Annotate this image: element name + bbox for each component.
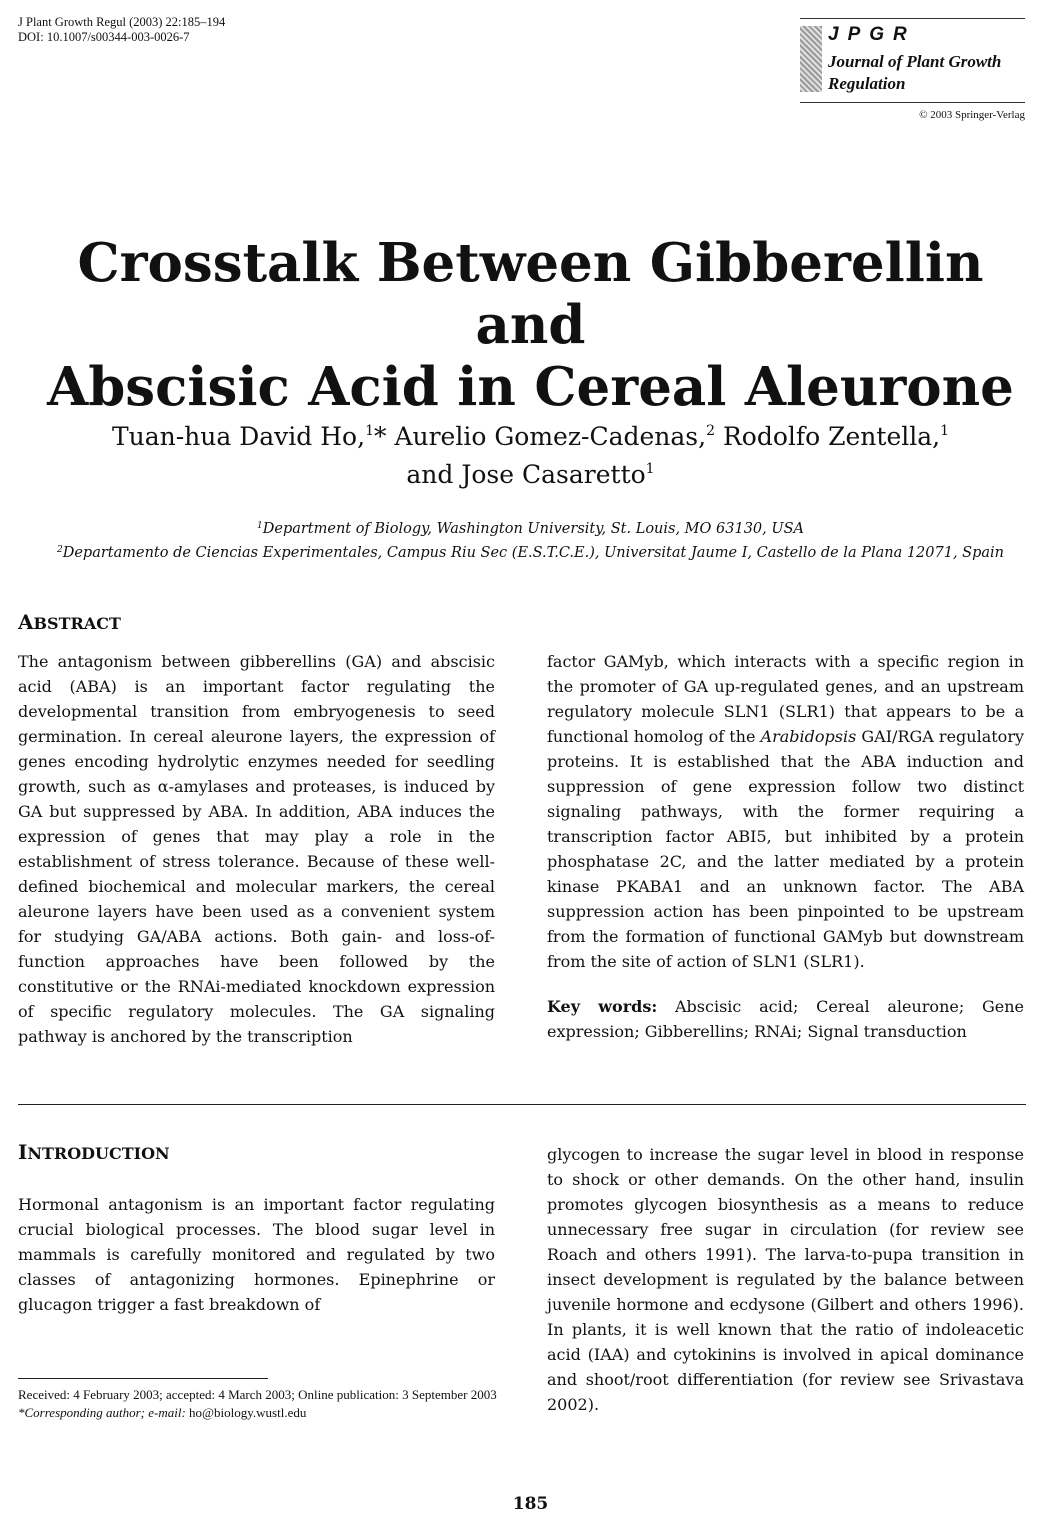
abstract-left-text: The antagonism between gibberellins (GA) and abscisic acid (ABA) is an important factor regulating the developmental transition from embryogenesis to seed germination. In cereal aleurone layers, the expression of genes encoding hydrolytic enzymes needed for seedling growth, such as α-amylases and proteases, is induced by GA but suppressed by ABA. In addition, ABA induces the expression of genes that may play a role in the establishment of stress tolerance. Because of these well-defined biochemical and molecular markers, the cereal aleurone layers have been used as a convenient system for studying GA/ABA actions. Both gain- and loss-of-function approaches have been followed by the constitutive or the RNAi-mediated knockdown expression of specific regulatory molecules. The GA signaling pathway is anchored by the transcription xyxy=(18,652,495,1046)
affiliation-2 xyxy=(10,540,1051,564)
introduction-heading xyxy=(18,1140,170,1164)
author-4: and Jose Casaretto xyxy=(406,460,646,489)
abstract-right-text-b: GAI/RGA regulatory proteins. It is established that the ABA induction and suppression of gene expression follow two distinct signaling pathways, with the former requiring a transcription factor ABI5, but inhibited by a protein phosphatase 2C, and the latter mediated by a protein kinase PKABA1 and an unknown factor. The ABA suppression action has been pinpointed to be upstream from the formation of functional GAMyb but downstream from the site of action of SLN1 (SLR1). xyxy=(547,727,1024,971)
keywords-label: Key words: xyxy=(547,997,658,1016)
footnote-rule xyxy=(18,1378,268,1379)
author-list xyxy=(20,415,1041,491)
introduction-heading-initial: I xyxy=(18,1140,28,1164)
journal-abbrev: JPGR xyxy=(828,24,916,45)
affiliation-1-text: Department of Biology, Washington University, St. Louis, MO 63130, USA xyxy=(262,521,804,537)
journal-rule-top xyxy=(800,18,1025,19)
affiliations xyxy=(10,516,1051,564)
author-3: Rodolfo Zentella, xyxy=(722,422,941,451)
author-2: Aurelio Gomez-Cadenas, xyxy=(394,422,707,451)
abstract-heading-rest: BSTRACT xyxy=(33,614,121,633)
journal-logo-icon xyxy=(800,26,822,92)
author-3-affil: 1 xyxy=(940,423,950,439)
abstract-right-column xyxy=(547,649,1024,1044)
footnote xyxy=(18,1386,498,1422)
masthead xyxy=(18,15,225,45)
title-line2: Abscisic Acid in Cereal Aleurone xyxy=(47,356,1014,418)
journal-rule-bottom xyxy=(800,102,1025,103)
journal-name xyxy=(828,51,1001,95)
paper-title xyxy=(20,232,1041,418)
journal-name-line2: Regulation xyxy=(828,74,906,93)
citation: J Plant Growth Regul (2003) 22:185–194 xyxy=(18,15,226,29)
affiliation-2-sup: 2 xyxy=(56,545,63,555)
affiliation-1-sup: 1 xyxy=(257,521,263,531)
introduction-right-column xyxy=(547,1142,1024,1417)
corresponding-star: * xyxy=(373,422,387,451)
author-1: Tuan-hua David Ho, xyxy=(111,422,366,451)
corresponding-label: *Corresponding author; e-mail: xyxy=(18,1405,186,1420)
abstract-heading-initial: A xyxy=(18,610,34,634)
introduction-left-column xyxy=(18,1192,495,1317)
title-line1: Crosstalk Between Gibberellin and xyxy=(77,232,984,356)
introduction-right-text: glycogen to increase the sugar level in blood in response to shock or other demands. On the other hand, insulin promotes glycogen biosynthesis as a means to reduce unnecessary free sugar in circulation (for review see Roach and others 1991). The larva-to-pupa transition in insect development is regulated by the balance between juvenile hormone and ecdysone (Gilbert and others 1996). In plants, it is well known that the ratio of indoleacetic acid (IAA) and cytokinins is involved in apical dominance and shoot/root differentiation (for review see Srivastava 2002). xyxy=(547,1145,1024,1414)
abstract-right-text-a: factor GAMyb, which interacts with a specific region in the promoter of GA up-regulated genes, and an upstream regulatory molecule SLN1 (SLR1) that appears to be a functional homolog of the xyxy=(547,652,1024,746)
journal-box xyxy=(800,18,1025,121)
keywords xyxy=(547,994,1024,1044)
introduction-heading-rest: NTRODUCTION xyxy=(27,1144,170,1163)
corresponding-author xyxy=(18,1404,498,1422)
received-dates: Received: 4 February 2003; accepted: 4 March 2003; Online publication: 3 September 2003 xyxy=(18,1387,497,1402)
abstract-left-column xyxy=(18,649,495,1049)
abstract-right-text-italic: Arabidopsis xyxy=(760,727,857,746)
keywords-text: Abscisic acid; Cereal aleurone; Gene expression; Gibberellins; RNAi; Signal transduction xyxy=(547,997,1024,1041)
author-1-affil: 1 xyxy=(365,423,374,439)
affiliation-2-text: Departamento de Ciencias Experimentales, Campus Riu Sec (E.S.T.C.E.), Universitat Jaume I, Castello de la Plana 12071, Spain xyxy=(62,545,1005,561)
author-2-affil: 2 xyxy=(706,423,716,439)
doi: DOI: 10.1007/s00344-003-0026-7 xyxy=(18,30,190,44)
page-number: 185 xyxy=(512,1494,549,1514)
journal-copyright: © 2003 Springer-Verlag xyxy=(919,109,1025,121)
abstract-right-text xyxy=(547,649,1024,974)
corresponding-email: ho@biology.wustl.edu xyxy=(189,1405,307,1420)
abstract-heading xyxy=(18,610,121,634)
section-divider xyxy=(18,1104,1026,1105)
introduction-left-text: Hormonal antagonism is an important factor regulating crucial biological processes. The blood sugar level in mammals is carefully monitored and regulated by two classes of antagonizing hormones. Epinephrine or glucagon trigger a fast breakdown of xyxy=(18,1195,495,1314)
author-4-affil: 1 xyxy=(645,461,655,477)
affiliation-1 xyxy=(10,516,1051,540)
journal-name-line1: Journal of Plant Growth xyxy=(828,52,1002,71)
